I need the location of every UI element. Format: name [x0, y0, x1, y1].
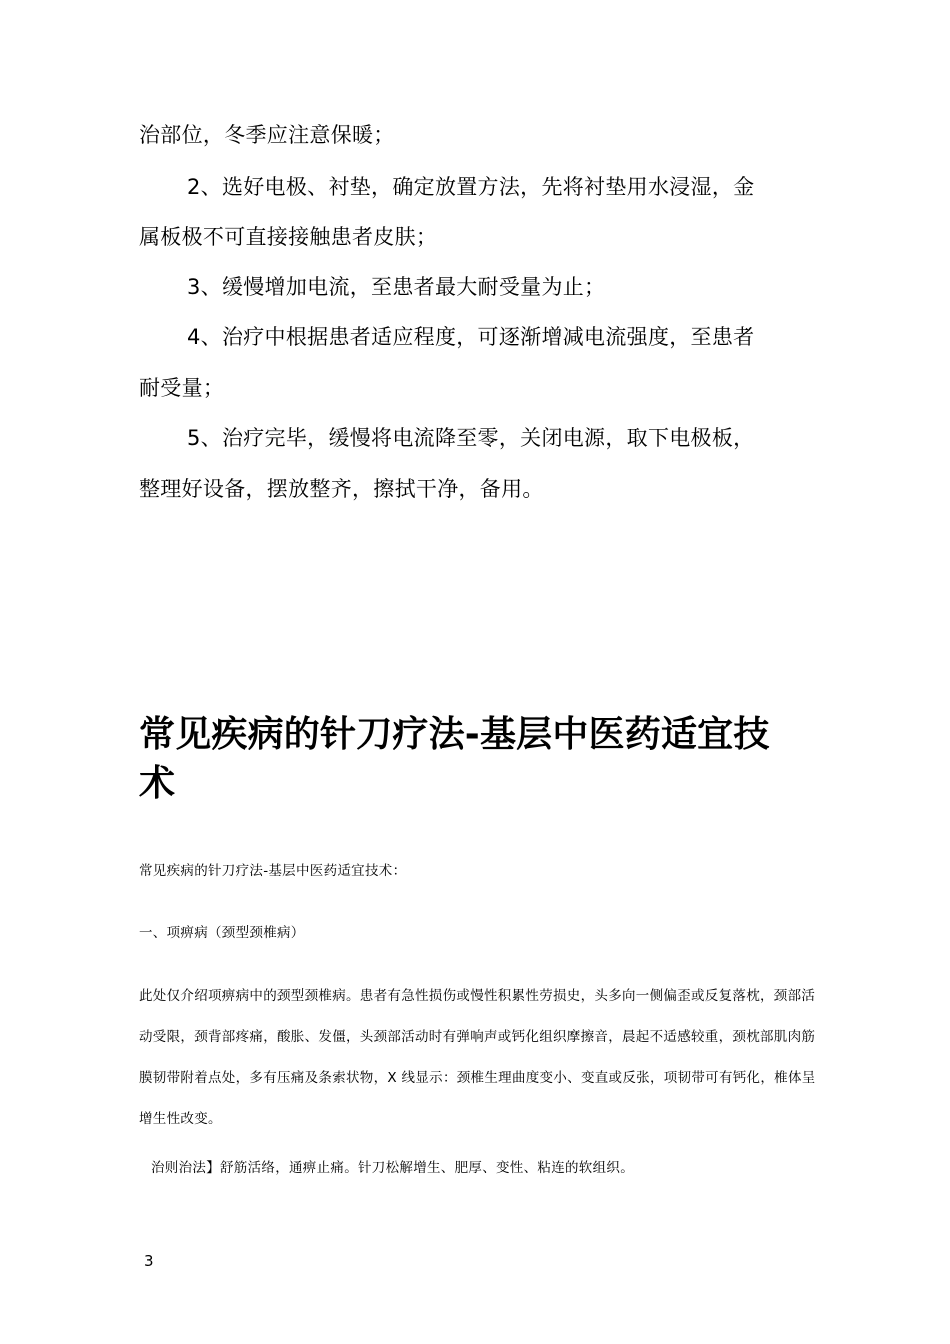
description-line: 增生性改变。	[139, 1111, 222, 1127]
paragraph-line: 2、选好电极、衬垫，确定放置方法，先将衬垫用水浸湿，金	[187, 175, 755, 199]
description-line: 膜韧带附着点处，多有压痛及条索状物，X 线显示：颈椎生理曲度变小、变直或反张，项韧带可有钙化，椎体呈	[139, 1070, 816, 1086]
description-line: 此处仅介绍项痹病中的颈型颈椎病。患者有急性损伤或慢性积累性劳损史，头多向一侧偏歪或反复落枕，颈部活	[139, 988, 816, 1004]
section-heading: 一、项痹病（颈型颈椎病）	[139, 925, 305, 941]
page-number: 3	[144, 1252, 154, 1270]
treatment-text: 治则治法】舒筋活络，通痹止痛。针刀松解增生、肥厚、变性、粘连的软组织。	[151, 1160, 634, 1176]
paragraph-line: 治部位，冬季应注意保暖；	[139, 123, 395, 147]
paragraph-line: 整理好设备，摆放整齐，擦拭干净，备用。	[139, 477, 544, 501]
article-intro: 常见疾病的针刀疗法-基层中医药适宜技术：	[139, 863, 407, 879]
paragraph-line: 5、治疗完毕，缓慢将电流降至零，关闭电源，取下电极板，	[187, 426, 755, 450]
paragraph-line: 属板极不可直接接触患者皮肤；	[139, 225, 438, 249]
description-line: 动受限，颈背部疼痛，酸胀、发僵，头颈部活动时有弹响声或钙化组织摩擦音，晨起不适感较重，颈枕部肌肉筋	[139, 1029, 816, 1045]
article-title-line: 术	[139, 763, 176, 804]
article-title-line: 常见疾病的针刀疗法-基层中医药适宜技	[139, 714, 770, 755]
paragraph-line: 耐受量；	[139, 376, 225, 400]
paragraph-line: 4、治疗中根据患者适应程度，可逐渐增减电流强度，至患者	[187, 325, 755, 349]
paragraph-line: 3、缓慢增加电流，至患者最大耐受量为止；	[187, 275, 606, 299]
